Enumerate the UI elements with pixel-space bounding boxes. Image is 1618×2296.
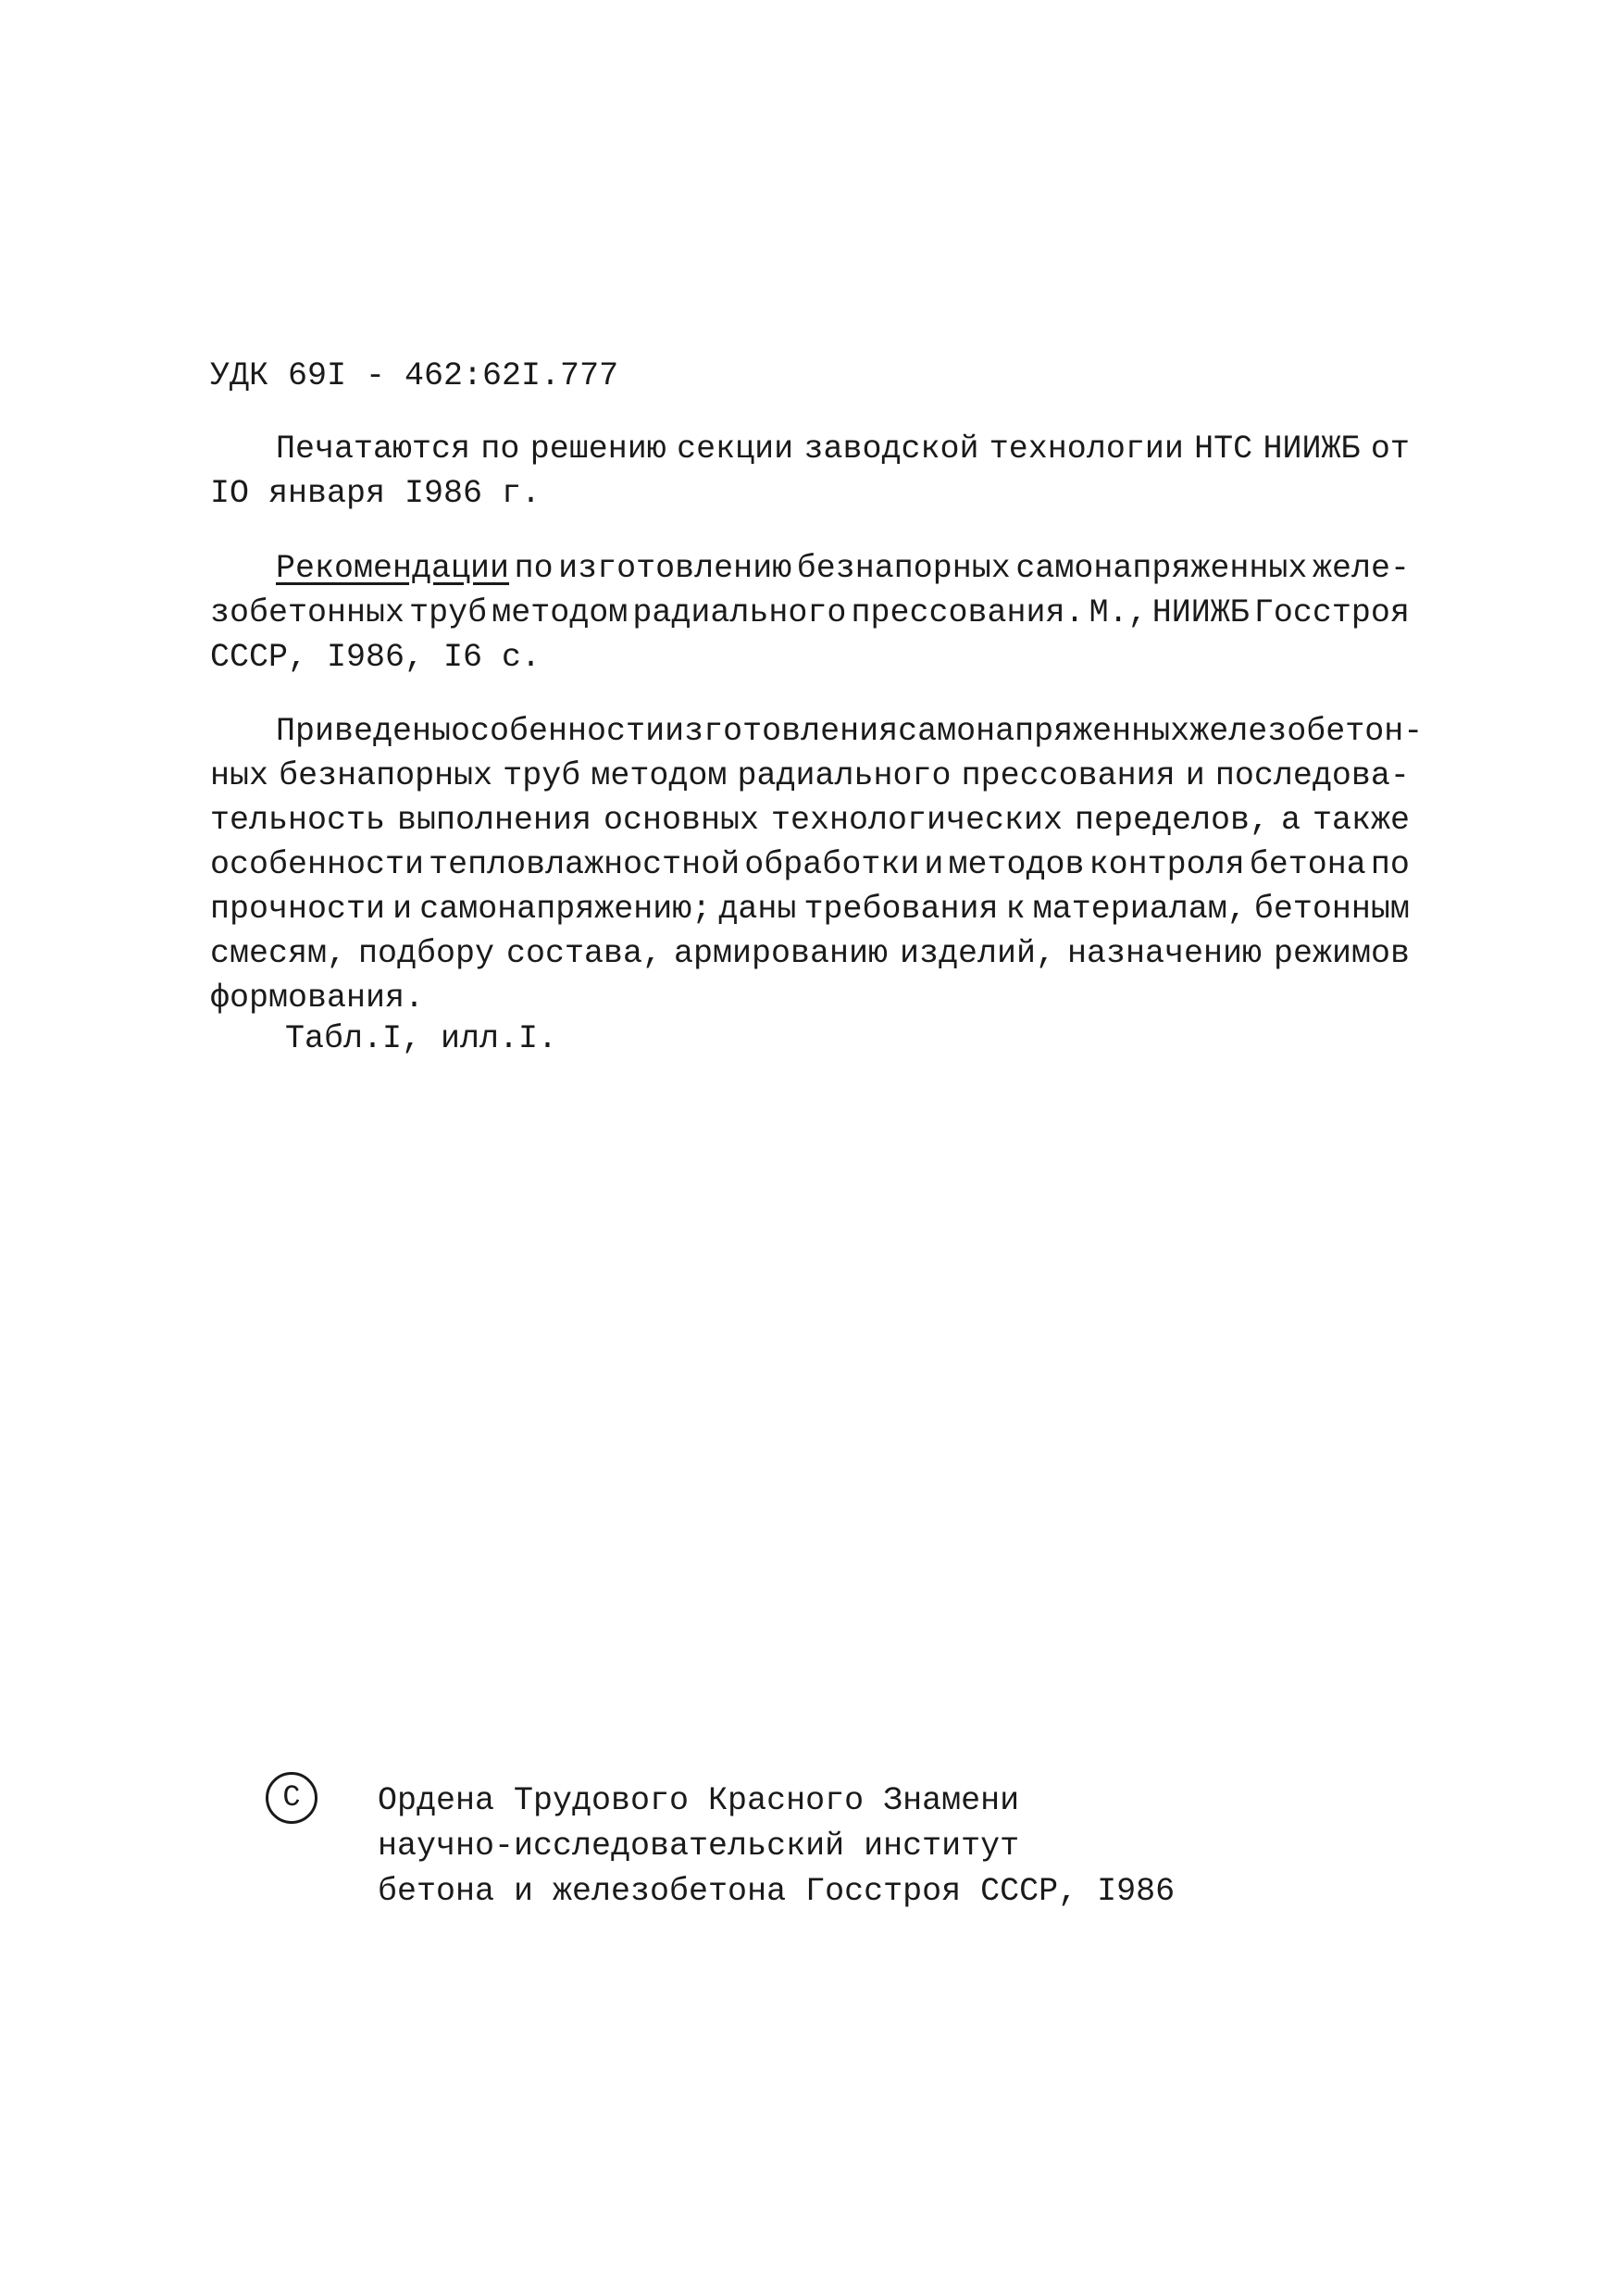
abstract-line-6-word: состава, xyxy=(505,935,662,972)
copyright-line-2: научно-исследовательский институт xyxy=(378,1828,1020,1865)
abstract-line-7: формования. xyxy=(210,980,425,1017)
approval-line-1-word: по xyxy=(480,430,520,468)
reference-line-2-word: труб xyxy=(409,594,488,631)
abstract-line-6-word: подбору xyxy=(357,935,495,972)
abstract-line-4-word: особенности xyxy=(210,846,425,883)
reference-line-2 xyxy=(210,591,1410,635)
abstract-line-4-word: по xyxy=(1370,846,1410,883)
abstract-line-6-word: армированию xyxy=(673,935,888,972)
reference-line-1-word: безнапорных xyxy=(796,550,1011,587)
abstract-line-5-word: материалам, xyxy=(1032,891,1247,928)
reference-line-1-word: самонапряженных xyxy=(1015,550,1308,587)
copyright-line-3: бетона и железобетона Госстроя СССР, I986 xyxy=(378,1873,1176,1910)
abstract-line-4-word: бетона xyxy=(1249,846,1366,883)
approval-line-1 xyxy=(276,427,1410,471)
approval-line-1-word: решению xyxy=(529,430,666,468)
abstract-line-3-word: а xyxy=(1280,802,1301,839)
reference-line-3: СССР, I986, I6 с. xyxy=(210,639,541,676)
abstract-line-5-word: к xyxy=(1005,891,1026,928)
abstract-line-3-word: переделов, xyxy=(1074,802,1270,839)
abstract-line-5-word: самонапряжению; xyxy=(419,891,712,928)
abstract-line-4-word: тепловлажностной xyxy=(429,846,741,883)
abstract-line-3-word: тельность xyxy=(210,802,386,839)
abstract-line-3-word: выполнения xyxy=(396,802,592,839)
abstract-line-2-word: методом xyxy=(591,757,728,794)
abstract-line-1 xyxy=(276,709,1424,754)
abstract-line-5-word: и xyxy=(392,891,413,928)
tables-illustrations: Табл.I, илл.I. xyxy=(285,1020,558,1057)
copyright-symbol: C xyxy=(282,1780,301,1815)
reference-line-1 xyxy=(276,546,1410,591)
abstract-line-1-word: самонапряженных xyxy=(898,713,1190,750)
abstract-line-3 xyxy=(210,798,1410,842)
reference-line-2-word: методом xyxy=(492,594,629,631)
approval-line-1-word: Печатаются xyxy=(276,430,471,468)
abstract-line-5-word: требования xyxy=(803,891,999,928)
approval-line-1-word: от xyxy=(1370,430,1410,468)
reference-line-1-word: изготовлению xyxy=(558,550,792,587)
abstract-line-5-word: бетонным xyxy=(1253,891,1410,928)
abstract-line-4-word: контроля xyxy=(1089,846,1245,883)
abstract-line-1-word: Приведены xyxy=(276,713,452,750)
approval-line-1-word: секции xyxy=(677,430,794,468)
abstract-line-4-word: обработки xyxy=(744,846,920,883)
reference-line-2-word: зобетонных xyxy=(210,594,405,631)
abstract-line-6-word: назначению xyxy=(1066,935,1262,972)
udc-code: УДК 69I - 462:62I.777 xyxy=(210,357,619,394)
reference-line-2-word: прессования. xyxy=(851,594,1085,631)
abstract-line-4-word: и xyxy=(924,846,944,883)
reference-line-2-word: НИИЖБ xyxy=(1151,594,1250,631)
abstract-line-2 xyxy=(210,754,1410,798)
reference-line-1-word: по xyxy=(514,550,554,587)
abstract-line-2-word: безнапорных xyxy=(279,757,493,794)
abstract-line-6-word: смесям, xyxy=(210,935,347,972)
approval-line-1-word: НИИЖБ xyxy=(1263,430,1361,468)
abstract-line-2-word: прессования xyxy=(961,757,1176,794)
abstract-line-4-word: методов xyxy=(948,846,1085,883)
reference-title-link: Рекомендации xyxy=(276,550,510,587)
copyright-icon xyxy=(266,1772,317,1824)
abstract-line-2-word: последова- xyxy=(1214,757,1410,794)
abstract-line-6-word: режимов xyxy=(1273,935,1410,972)
abstract-line-5-word: прочности xyxy=(210,891,386,928)
abstract-line-5 xyxy=(210,887,1410,931)
reference-line-2-word: М., xyxy=(1089,594,1148,631)
reference-line-2-word: радиального xyxy=(632,594,847,631)
copyright-line-1: Ордена Трудового Красного Знамени xyxy=(378,1782,1020,1819)
abstract-line-1-word: изготовления xyxy=(665,713,899,750)
approval-line-2: IO января I986 г. xyxy=(210,475,541,512)
abstract-line-3-word: технологических xyxy=(770,802,1064,839)
reference-line-1-word: желе- xyxy=(1312,550,1410,587)
abstract-line-3-word: также xyxy=(1312,802,1410,839)
reference-line-2-word: Госстроя xyxy=(1253,594,1410,631)
abstract-line-2-word: радиального xyxy=(737,757,952,794)
abstract-line-5-word: даны xyxy=(718,891,797,928)
abstract-line-2-word: и xyxy=(1185,757,1205,794)
abstract-line-1-word: железобетон- xyxy=(1189,713,1424,750)
approval-line-1-word: НТС xyxy=(1194,430,1253,468)
approval-line-1-word: заводской xyxy=(803,430,979,468)
abstract-line-2-word: труб xyxy=(503,757,581,794)
abstract-line-6 xyxy=(210,931,1410,976)
approval-line-1-word: технологии xyxy=(989,430,1184,468)
abstract-line-1-word: особенности xyxy=(451,713,666,750)
abstract-line-3-word: основных xyxy=(603,802,760,839)
abstract-line-6-word: изделий, xyxy=(899,935,1055,972)
abstract-line-2-word: ных xyxy=(210,757,269,794)
abstract-line-4 xyxy=(210,842,1410,887)
